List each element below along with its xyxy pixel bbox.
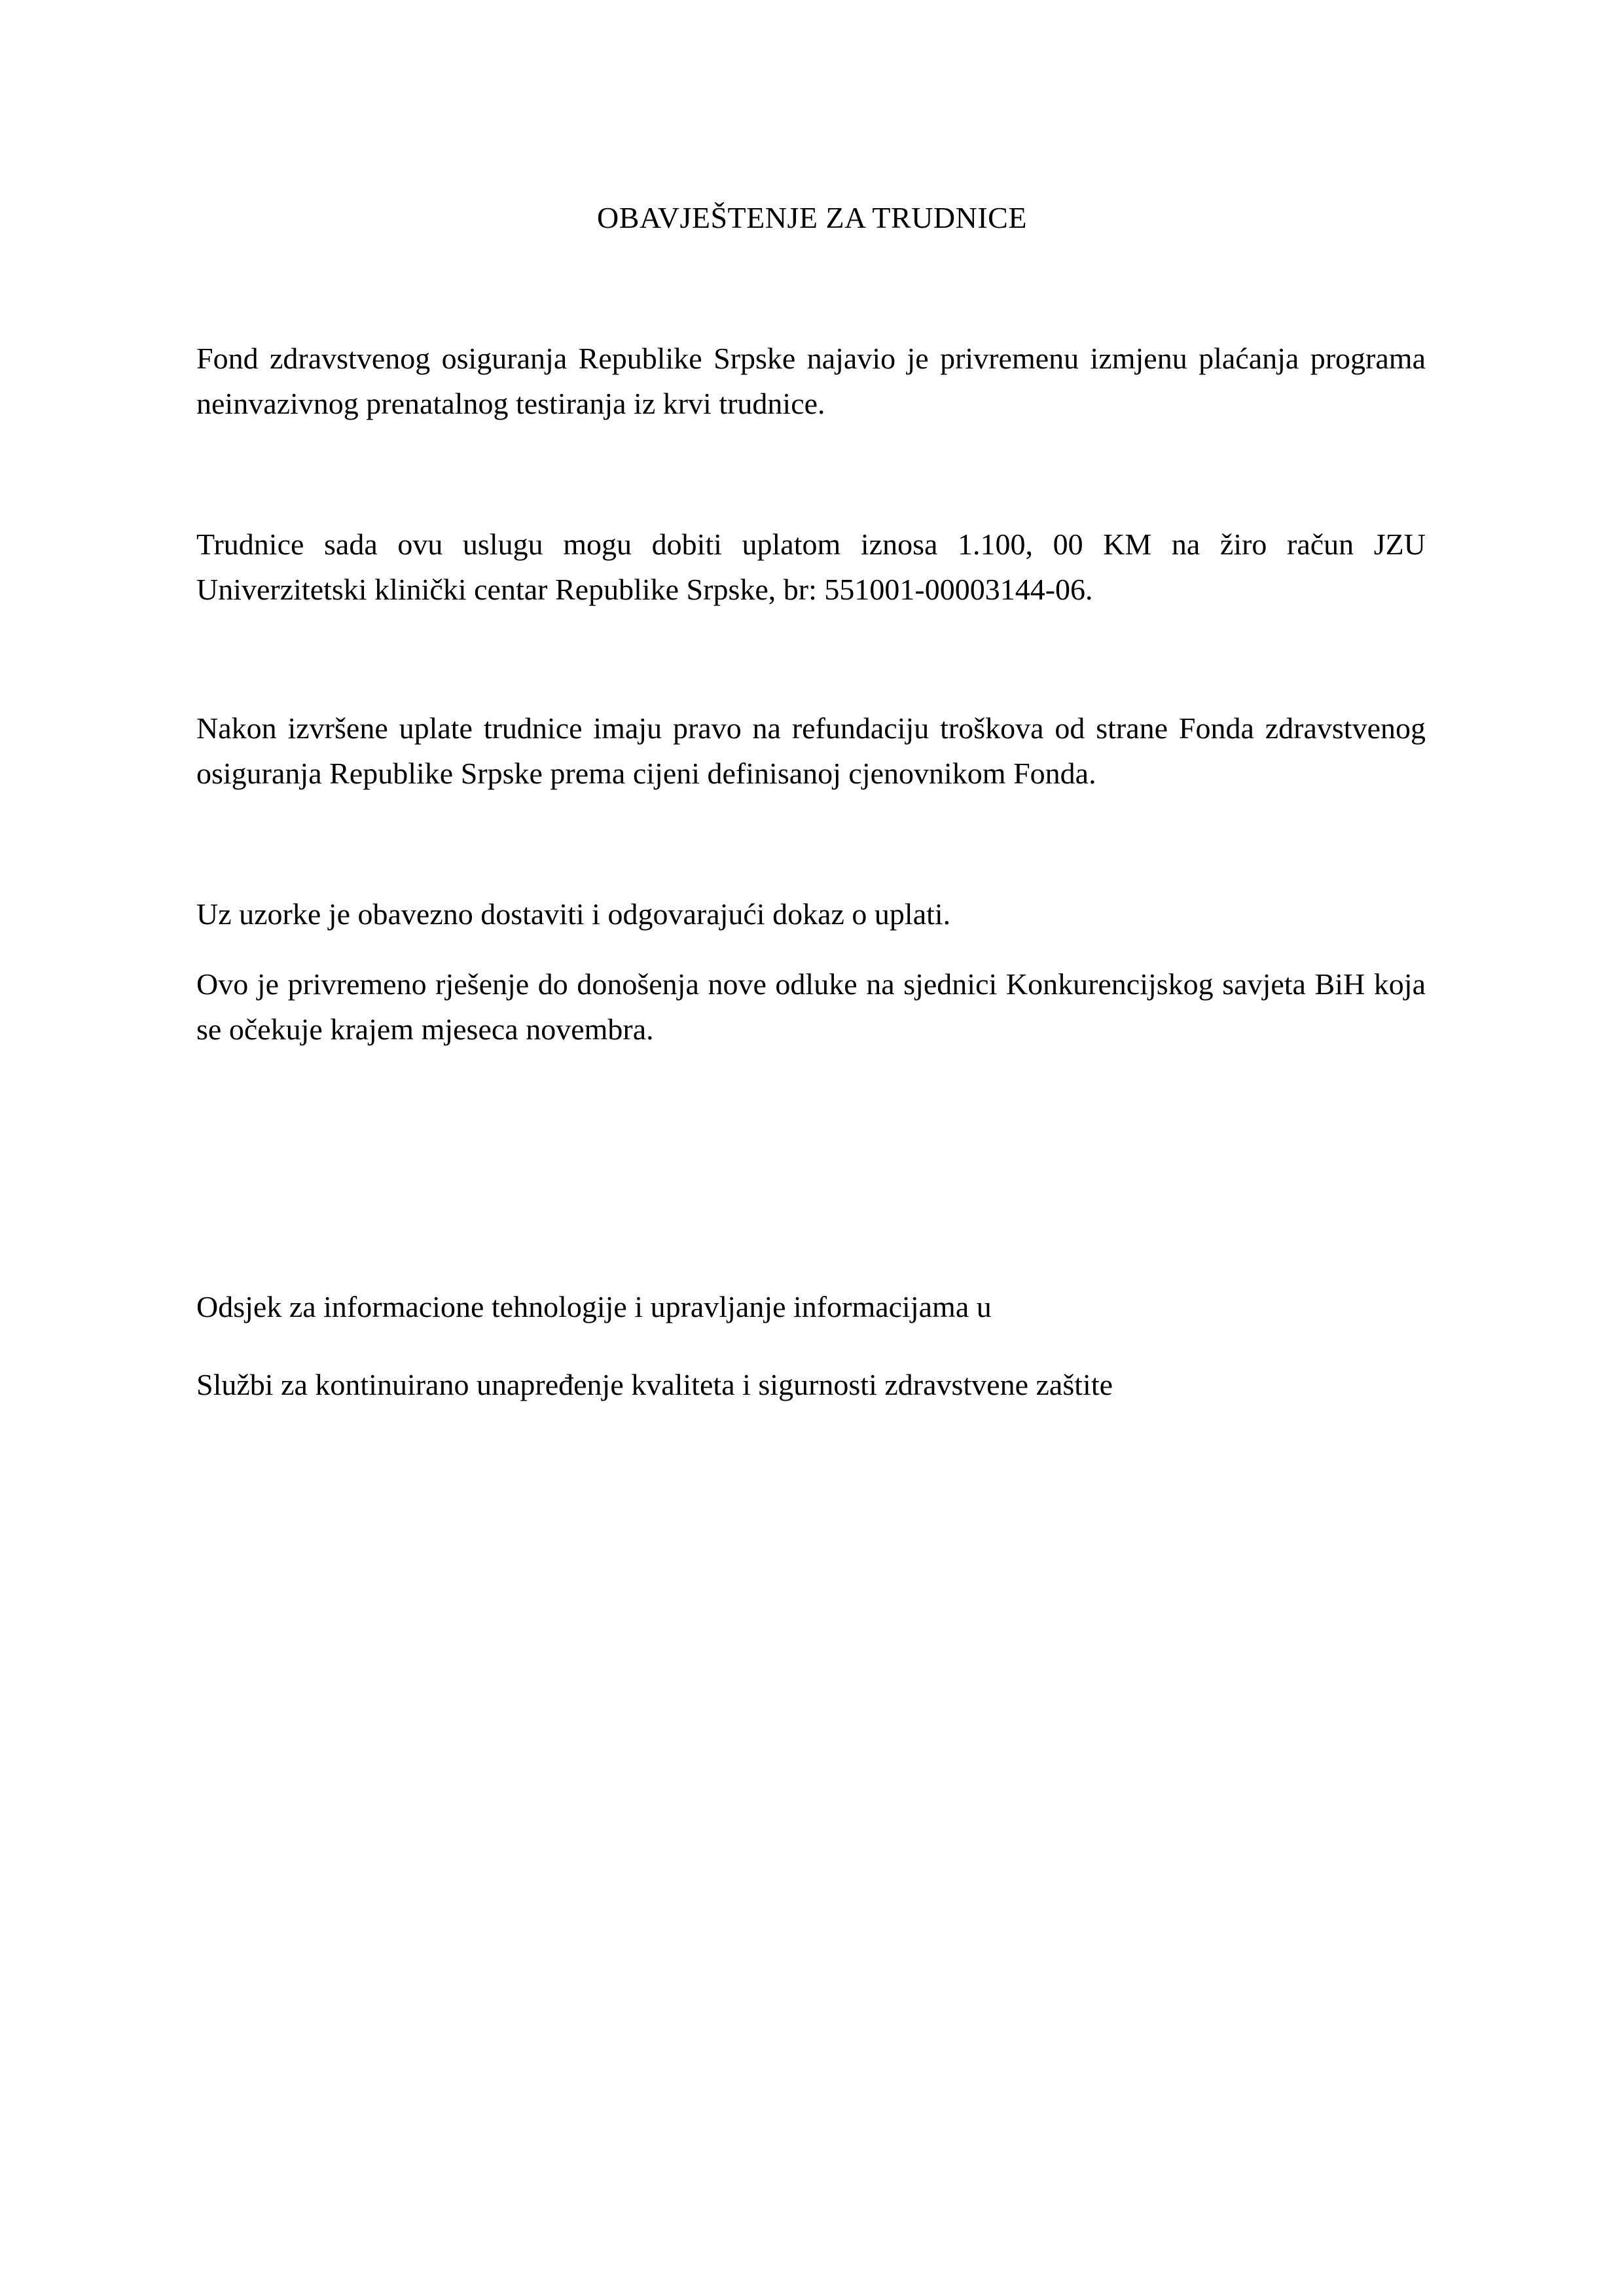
signature-line-department: Odsjek za informacione tehnologije i upravljanje informacijama u — [196, 1290, 992, 1323]
paragraph-proof-of-payment: Uz uzorke je obavezno dostaviti i odgovarajući dokaz o uplati. — [196, 897, 951, 931]
paragraph-refund: Nakon izvršene uplate trudnice imaju pravo na refundaciju troškova od strane Fonda zdravstvenog osiguranja Republike Srpske prema cijeni definisanoj cjenovnikom Fonda. — [196, 711, 1426, 790]
paragraph-temporary-solution: Ovo je privremeno rješenje do donošenja nove odluke na sjednici Konkurencijskog savjeta BiH koja se očekuje krajem mjeseca novembra. — [196, 967, 1426, 1046]
paragraph-payment-change: Fond zdravstvenog osiguranja Republike Srpske najavio je privremenu izmjenu plaćanja programa neinvazivnog prenatalnog testiranja iz krvi trudnice. — [196, 342, 1426, 420]
signature-line-service: Službi za kontinuirano unapređenje kvaliteta i sigurnosti zdravstvene zaštite — [196, 1368, 1113, 1401]
paragraph-payment-details: Trudnice sada ovu uslugu mogu dobiti uplatom iznosa 1.100, 00 KM na žiro račun JZU Univerzitetski klinički centar Republike Srpske, br: 551001-00003144-06. — [196, 528, 1426, 606]
document-title: OBAVJEŠTENJE ZA TRUDNICE — [597, 201, 1027, 234]
